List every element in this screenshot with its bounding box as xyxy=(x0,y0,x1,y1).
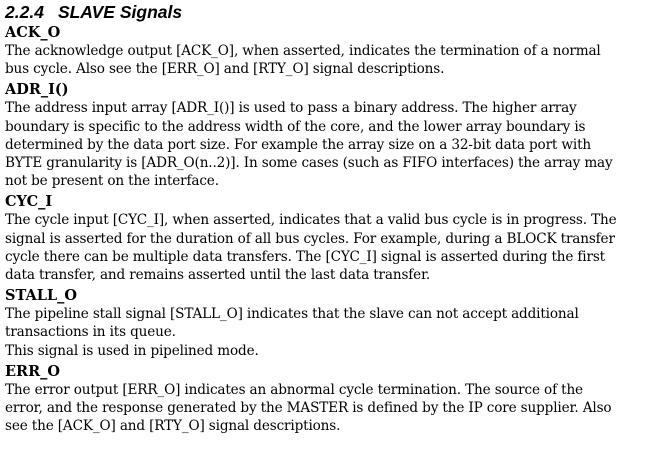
description-line: The address input array [ADR_I()] is used to pass a binary address. The higher array xyxy=(5,100,577,117)
section-heading xyxy=(5,0,648,24)
section-number: 2.2.4 xyxy=(5,2,44,22)
description-line: determined by the data port size. For example the array size on a 32-bit data port with xyxy=(5,136,592,153)
description-line: BYTE granularity is [ADR_O(n..2)]. In some cases (such as FIFO interfaces) the array may xyxy=(5,155,613,172)
signal-description xyxy=(5,211,648,284)
signal-description xyxy=(5,381,648,436)
signal-adr-i xyxy=(5,81,648,190)
description-line: This signal is used in pipelined mode. xyxy=(5,342,259,359)
signal-description xyxy=(5,305,648,360)
signal-name: STALL_O xyxy=(5,287,77,305)
signal-name: ADR_I() xyxy=(5,81,69,99)
signal-ack-o xyxy=(5,24,648,78)
signal-name: CYC_I xyxy=(5,193,53,211)
signal-name: ACK_O xyxy=(5,24,61,41)
description-line: The cycle input [CYC_I], when asserted, indicates that a valid bus cycle is in progress. The xyxy=(5,212,617,229)
description-line: see the [ACK_O] and [RTY_O] signal descriptions. xyxy=(5,418,341,435)
description-line: The acknowledge output [ACK_O], when asserted, indicates the termination of a normal xyxy=(5,43,601,59)
signal-cyc-i xyxy=(5,193,648,284)
description-line: The error output [ERR_O] indicates an abnormal cycle termination. The source of the xyxy=(5,381,583,398)
signal-stall-o xyxy=(5,287,648,360)
signal-err-o xyxy=(5,363,648,436)
signal-description xyxy=(5,42,648,78)
signal-description xyxy=(5,99,648,190)
description-line: data transfer, and remains asserted until the last data transfer. xyxy=(5,267,431,284)
description-line: transactions in its queue. xyxy=(5,324,176,341)
description-line: cycle there can be multiple data transfers. The [CYC_I] signal is asserted during the first xyxy=(5,248,605,265)
description-line: bus cycle. Also see the [ERR_O] and [RTY_O] signal descriptions. xyxy=(5,61,445,78)
section-title-text: SLAVE Signals xyxy=(57,2,183,22)
description-line: The pipeline stall signal [STALL_O] indicates that the slave can not accept additional xyxy=(5,306,579,323)
signal-name: ERR_O xyxy=(5,362,61,380)
description-line: signal is asserted for the duration of all bus cycles. For example, during a BLOCK transfer xyxy=(5,230,615,247)
description-line: not be present on the interface. xyxy=(5,173,219,190)
description-line: boundary is specific to the address width of the core, and the lower array boundary is xyxy=(5,118,586,135)
document-page xyxy=(5,0,648,438)
description-line: error, and the response generated by the MASTER is defined by the IP core supplier. Also xyxy=(5,400,612,417)
